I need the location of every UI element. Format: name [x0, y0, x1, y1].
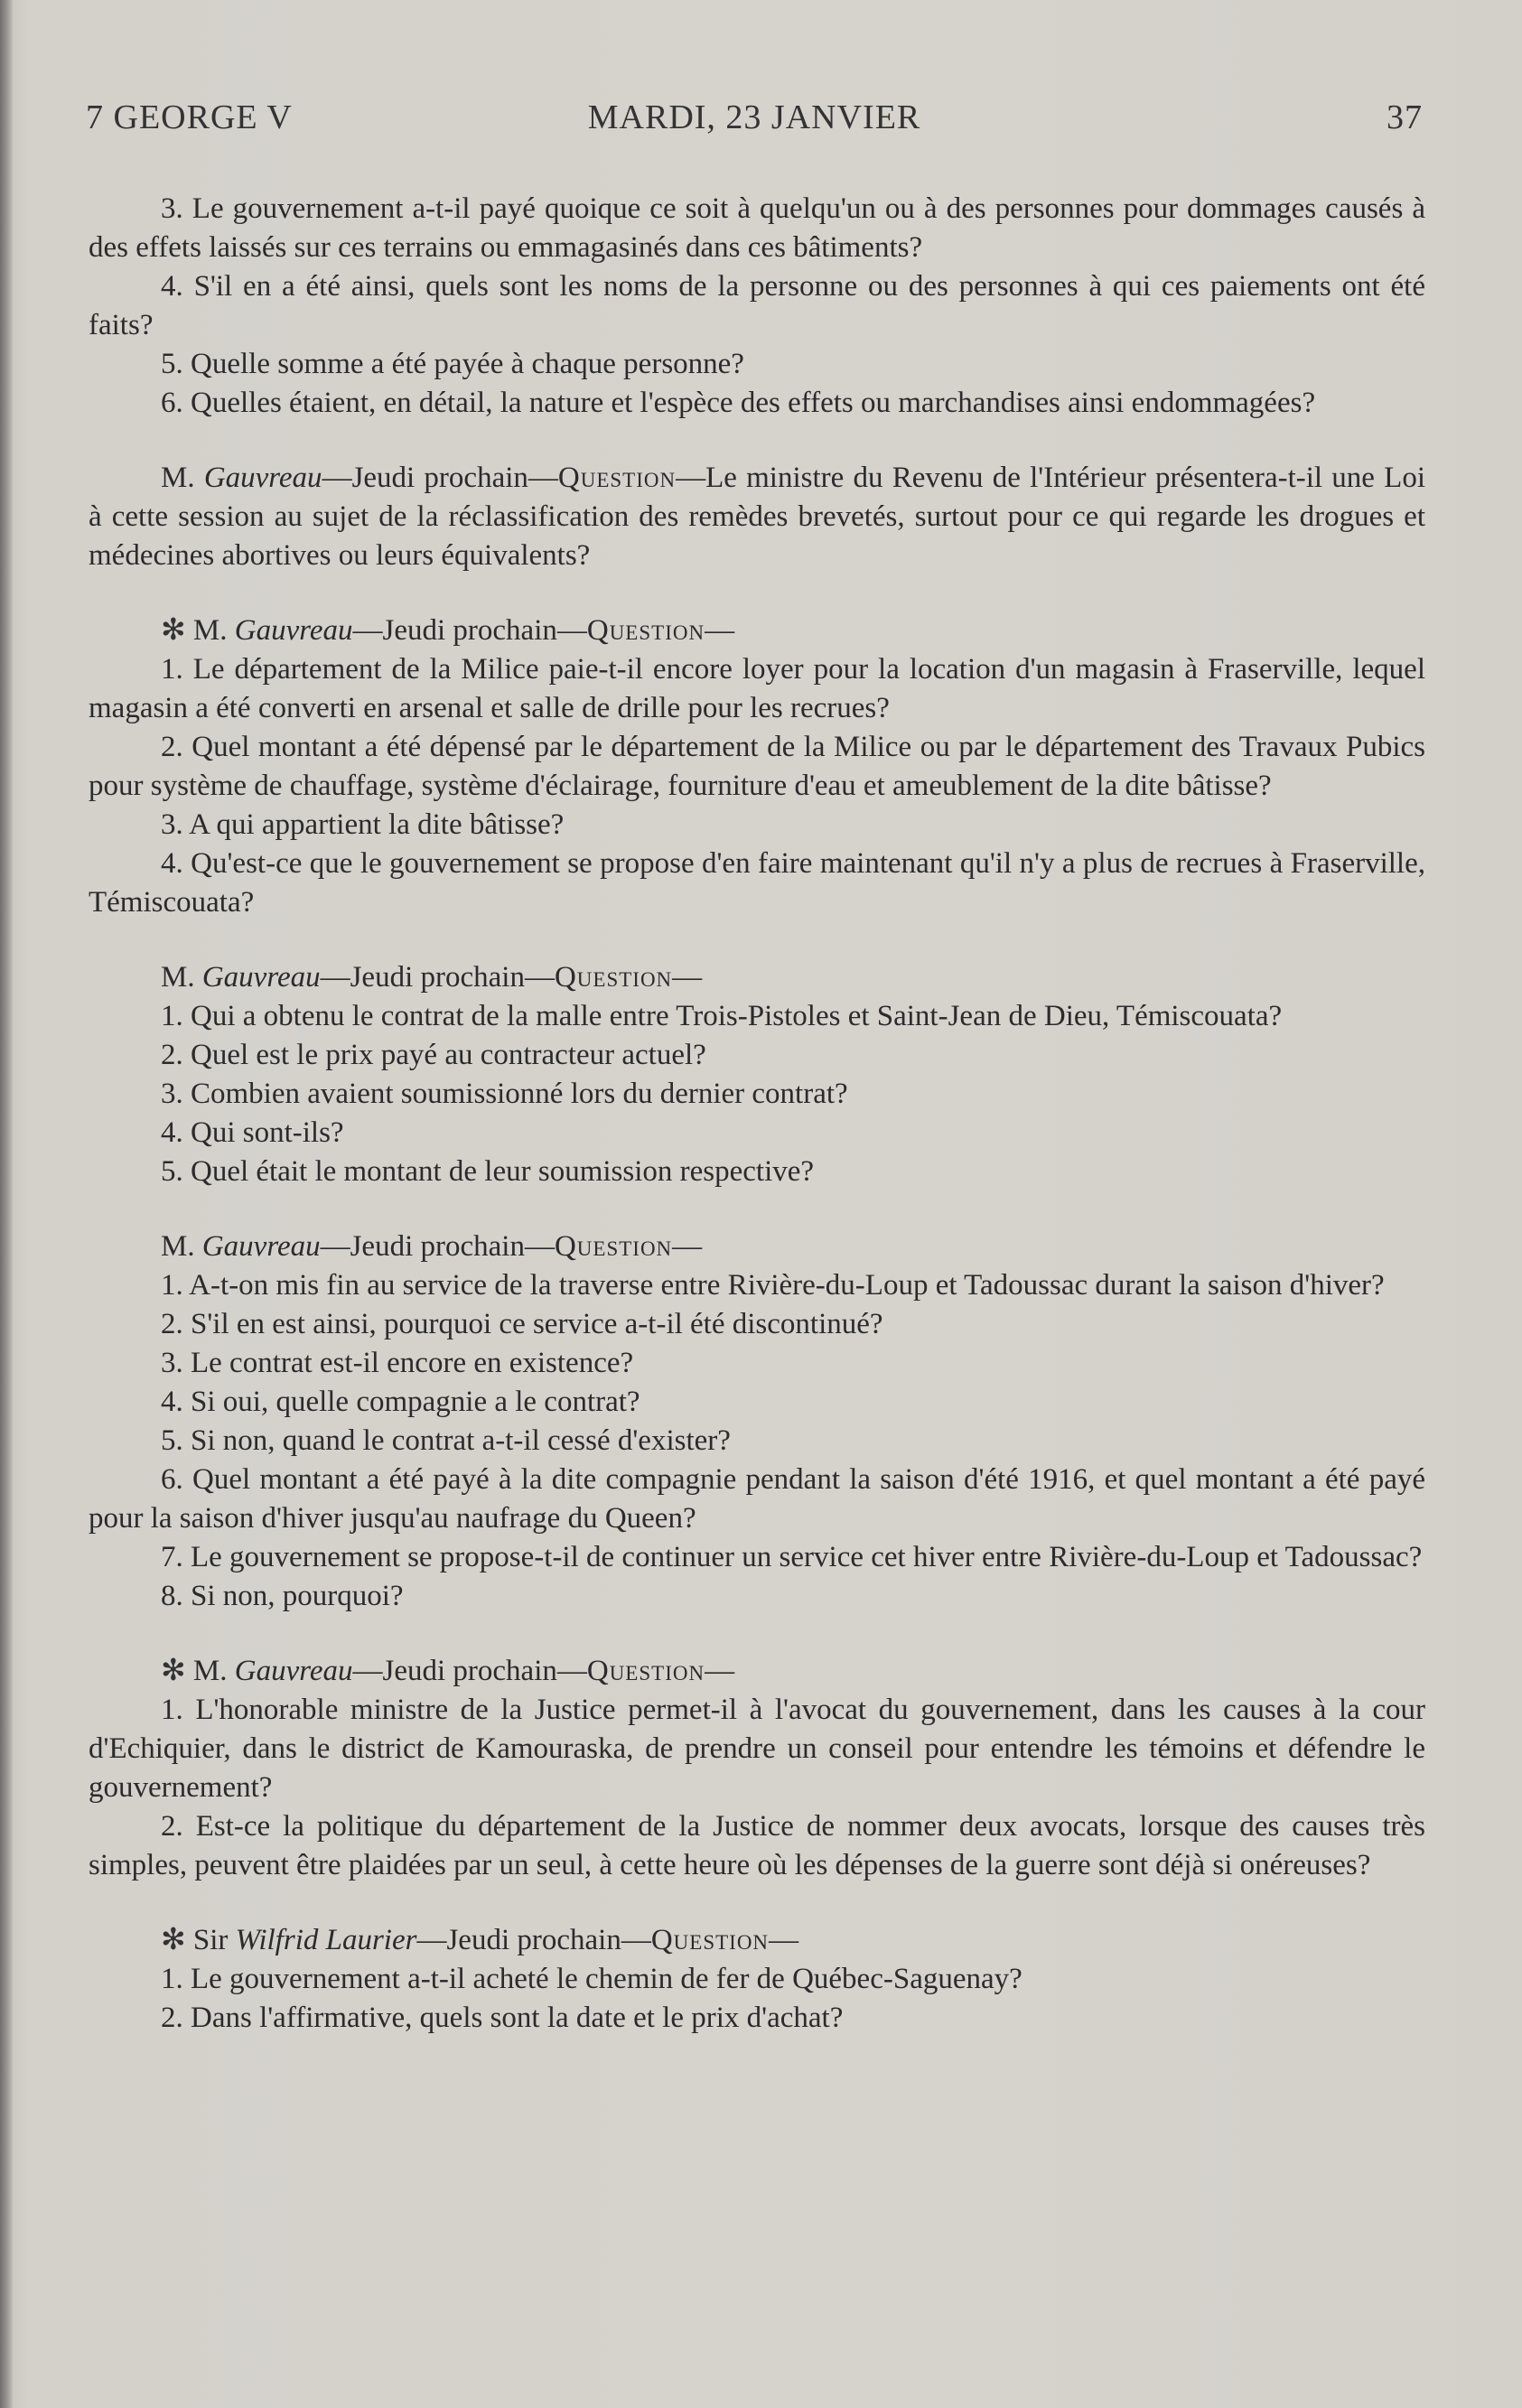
member-name: Gauvreau [203, 462, 322, 494]
question-item: 2. Est-ce la politique du département de la Justice de nommer deux avocats, lorsque des causes très simples, peuvent être plaidées par un seul, à cette heure où les dépenses de la guerre sont déjà si onéreuses? [89, 1810, 1425, 1881]
question-item: 3. Le gouvernement a-t-il payé quoique ce soit à quelqu'un ou à des personnes pour dommages causés à des effets laissés sur ces terrains ou emmagasinés dans ces bâtiments? [89, 192, 1425, 264]
member-title: Sir [192, 1924, 229, 1956]
notice-date: —Jeudi prochain— [322, 462, 558, 494]
member-title: M. [161, 961, 195, 994]
notice-date: —Jeudi prochain— [320, 961, 555, 994]
question-item: 4. Qu'est-ce que le gouvernement se propose d'en faire maintenant qu'il n'y a plus de recrues à Fraserville, Témiscouata? [89, 847, 1425, 919]
question-item: 1. Le gouvernement a-t-il acheté le chemin de fer de Québec-Saguenay? [161, 1963, 1022, 1995]
member-name: Gauvreau [234, 1655, 353, 1687]
member-name: Gauvreau [201, 961, 321, 994]
header-date: MARDI, 23 JANVIER [587, 98, 921, 136]
question-item: 3. A qui appartient la dite bâtisse? [161, 808, 565, 841]
question-text: —Le ministre du Revenu de l'Intérieur présentera-t-il une Loi à cette session au sujet de la réclassification des remèdes brevetés, surtout pour ce qui regarde les drogues et médecines abortives ou leurs équivalents? [89, 462, 1426, 572]
question-block [89, 1921, 1425, 2038]
question-item: 7. Le gouvernement se propose-t-il de continuer un service cet hiver entre Rivière-du-Loup et Tadoussac? [161, 1541, 1423, 1573]
question-intro [89, 1652, 1425, 1691]
question-item: 4. Si oui, quelle compagnie a le contrat? [161, 1386, 640, 1418]
question-intro [89, 611, 1425, 650]
question-intro [89, 1227, 1425, 1266]
asterisk-marker: ✻ [161, 1655, 186, 1687]
question-item: 1. L'honorable ministre de la Justice permet-il à l'avocat du gouvernement, dans les causes à la cour d'Echiquier, dans le district de Kamouraska, de prendre un conseil pour entendre les témoins et défendre le gouvernement? [89, 1694, 1425, 1804]
header-regnal-year: 7 GEORGE V [86, 98, 293, 136]
running-header [86, 98, 1423, 152]
question-intro [89, 1921, 1425, 1960]
question-item: 5. Quel était le montant de leur soumission respective? [161, 1155, 815, 1188]
notice-date: —Jeudi prochain— [352, 1655, 587, 1687]
question-item: 2. S'il en est ainsi, pourquoi ce service a-t-il été discontinué? [161, 1308, 883, 1340]
asterisk-marker: ✻ [161, 614, 186, 647]
member-name: Gauvreau [234, 614, 353, 647]
member-title: M. [192, 614, 228, 647]
question-block [89, 958, 1425, 1191]
question-label: Question [557, 462, 677, 494]
notice-date: —Jeudi prochain— [320, 1230, 555, 1263]
question-item: 2. Dans l'affirmative, quels sont la date et le prix d'achat? [161, 2002, 844, 2034]
question-item: 3. Le contrat est-il encore en existence? [161, 1347, 634, 1379]
question-item: 6. Quel montant a été payé à la dite compagnie pendant la saison d'été 1916, et quel montant a été payé pour la saison d'hiver jusqu'au naufrage du Queen? [89, 1463, 1425, 1535]
question-text: — [705, 1655, 735, 1687]
page-binding-edge [0, 0, 13, 2408]
question-item: 6. Quelles étaient, en détail, la nature et l'espèce des effets ou marchandises ainsi endommagées? [161, 387, 1316, 419]
question-item: 2. Quel est le prix payé au contracteur actuel? [161, 1039, 706, 1071]
question-block [89, 1652, 1425, 1885]
question-item: 3. Combien avaient soumissionné lors du dernier contrat? [161, 1078, 848, 1110]
question-block [89, 190, 1425, 423]
question-label: Question [554, 961, 673, 994]
question-item: 4. Qui sont-ils? [161, 1116, 344, 1149]
question-item: 1. Qui a obtenu le contrat de la malle entre Trois-Pistoles et Saint-Jean de Dieu, Témiscouata? [161, 1000, 1283, 1032]
question-label: Question [554, 1230, 673, 1263]
notice-date: —Jeudi prochain— [352, 614, 587, 647]
question-text: — [769, 1924, 799, 1956]
question-block [89, 1227, 1425, 1616]
document-body [89, 190, 1425, 2074]
question-text: — [705, 614, 735, 647]
question-label: Question [650, 1924, 770, 1956]
question-item: 2. Quel montant a été dépensé par le département de la Milice ou par le département des Travaux Pubics pour système de chauffage, système d'éclairage, fourniture d'eau et ameublement de la dite bâtisse? [89, 731, 1425, 802]
question-label: Question [586, 614, 705, 647]
question-item: 1. A-t-on mis fin au service de la traverse entre Rivière-du-Loup et Tadoussac durant la saison d'hiver? [161, 1269, 1385, 1302]
member-title: M. [161, 462, 195, 494]
question-text: — [672, 961, 703, 994]
question-label: Question [586, 1655, 705, 1687]
question-item: 5. Si non, quand le contrat a-t-il cessé d'exister? [161, 1424, 731, 1457]
question-block [89, 459, 1425, 575]
question-item: 8. Si non, pourquoi? [161, 1580, 404, 1612]
member-title: M. [161, 1230, 195, 1263]
question-item: 4. S'il en a été ainsi, quels sont les noms de la personne ou des personnes à qui ces paiements ont été faits? [89, 270, 1425, 341]
question-item: 1. Le département de la Milice paie-t-il encore loyer pour la location d'un magasin à Fraserville, lequel magasin a été converti en arsenal et salle de drille pour les recrues? [89, 653, 1425, 724]
page-number: 37 [1387, 98, 1423, 136]
question-text: — [672, 1230, 703, 1263]
member-title: M. [192, 1655, 228, 1687]
question-intro [89, 459, 1425, 575]
asterisk-marker: ✻ [161, 1924, 186, 1956]
notice-date: —Jeudi prochain— [416, 1924, 651, 1956]
member-name: Gauvreau [201, 1230, 321, 1263]
member-name: Wilfrid Laurier [235, 1924, 417, 1956]
question-block [89, 611, 1425, 922]
question-item: 5. Quelle somme a été payée à chaque personne? [161, 348, 744, 380]
question-intro [89, 958, 1425, 997]
